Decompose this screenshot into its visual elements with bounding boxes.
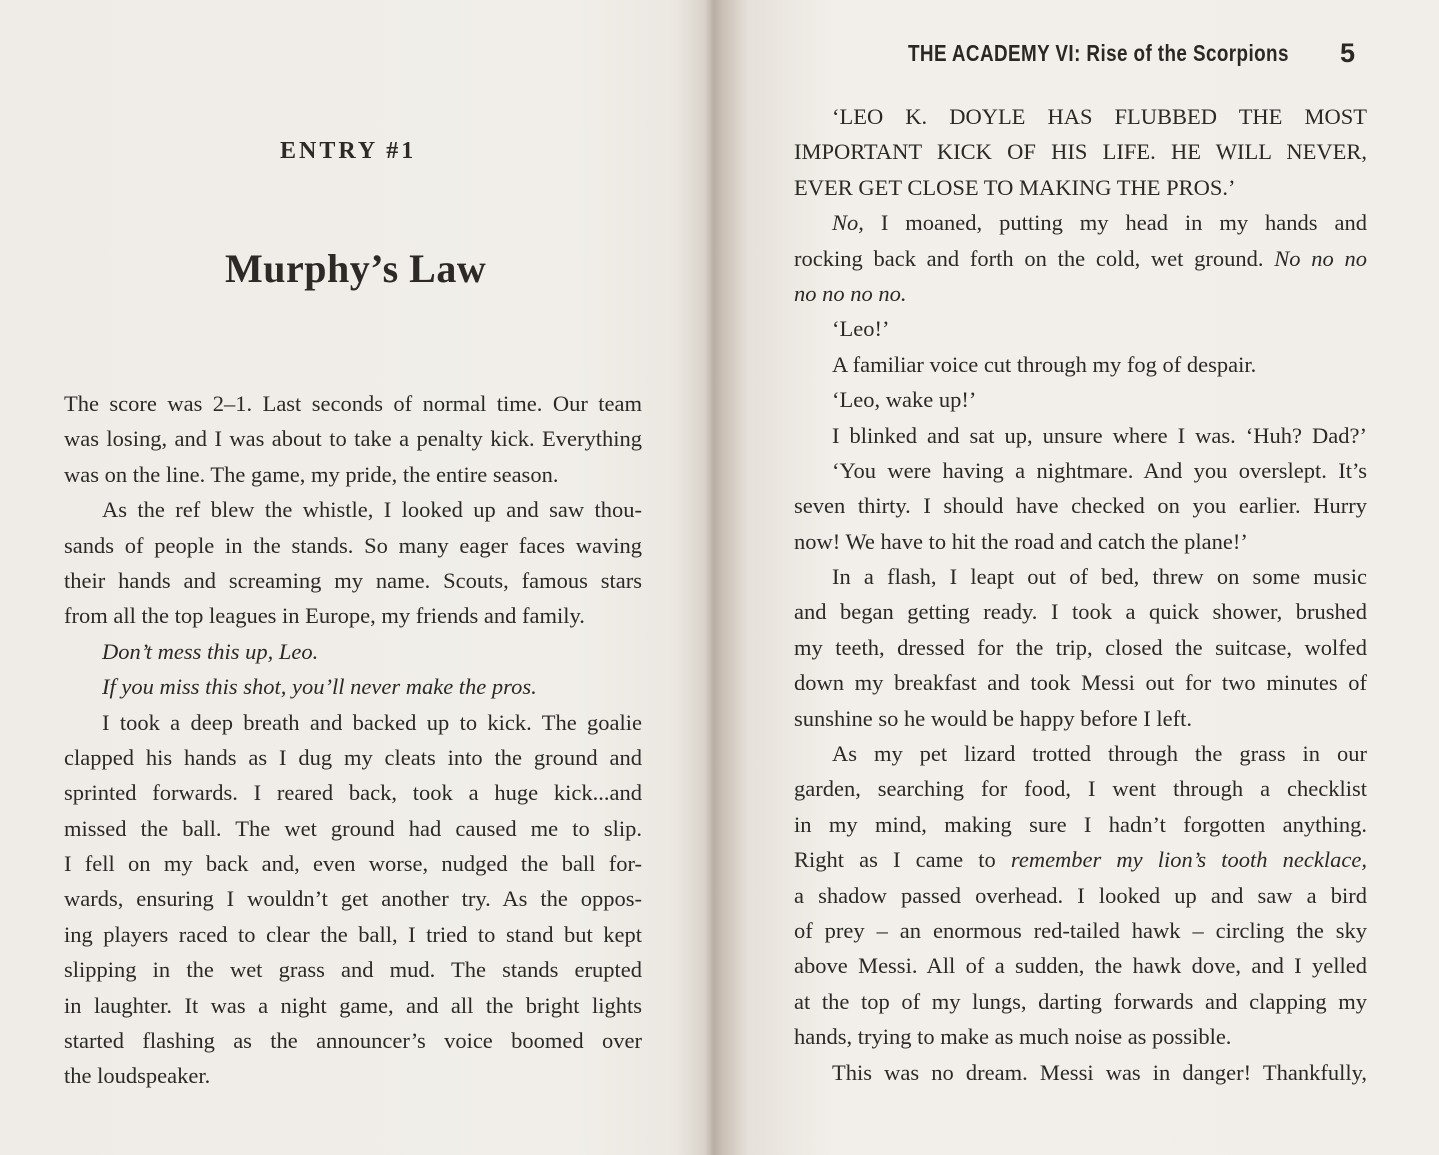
text-line: started flashing as the announcer’s voice boomed over xyxy=(64,1028,642,1054)
page-number: 5 xyxy=(1340,38,1356,68)
text-line: slipping in the wet grass and mud. The stands erupted xyxy=(64,957,642,983)
text-line: above Messi. All of a sudden, the hawk dove, and I yelled xyxy=(794,953,1367,979)
text-line: This was no dream. Messi was in danger! Thankfully, xyxy=(832,1059,1367,1085)
right-page-body xyxy=(794,99,1367,1090)
text-line: IMPORTANT KICK OF HIS LIFE. HE WILL NEVER, xyxy=(794,139,1367,165)
text-line: ing players raced to clear the ball, I tried to stand but kept xyxy=(64,921,642,947)
text-line: I fell on my back and, even worse, nudged the ball for- xyxy=(64,851,642,877)
text-line: no no no no. xyxy=(794,280,907,306)
text-line: rocking back and forth on the cold, wet ground. No no no xyxy=(794,245,1367,271)
text-line: their hands and screaming my name. Scouts, famous stars xyxy=(64,567,642,593)
text-line: of prey – an enormous red-tailed hawk – circling the sky xyxy=(794,917,1367,943)
text-line: now! We have to hit the road and catch the plane!’ xyxy=(794,528,1248,554)
text-line: sprinted forwards. I reared back, took a huge kick...and xyxy=(64,780,642,806)
text-line: in laughter. It was a night game, and all the bright lights xyxy=(64,992,642,1018)
text-line: ‘Leo, wake up!’ xyxy=(832,387,977,413)
text-line: wards, ensuring I wouldn’t get another try. As the oppos- xyxy=(64,886,642,912)
text-line: A familiar voice cut through my fog of despair. xyxy=(832,351,1257,377)
text-line: clapped his hands as I dug my cleats into the ground and xyxy=(64,744,642,770)
text-line: sands of people in the stands. So many eager faces waving xyxy=(64,532,642,558)
text-line: my teeth, dressed for the trip, closed the suitcase, wolfed xyxy=(794,634,1367,660)
text-line: As my pet lizard trotted through the grass in our xyxy=(832,741,1367,767)
text-line: I took a deep breath and backed up to kick. The goalie xyxy=(102,709,642,735)
chapter-title: Murphy’s Law xyxy=(225,246,487,291)
running-header: THE ACADEMY VI: Rise of the Scorpions xyxy=(908,40,1289,66)
text-line: hands, trying to make as much noise as possible. xyxy=(794,1024,1232,1050)
text-line: sunshine so he would be happy before I left. xyxy=(794,705,1193,731)
entry-label: ENTRY #1 xyxy=(280,138,417,164)
text-line: If you miss this shot, you’ll never make the pros. xyxy=(102,674,537,700)
text-line: EVER GET CLOSE TO MAKING THE PROS.’ xyxy=(794,174,1236,200)
text-line: seven thirty. I should have checked on you earlier. Hurry xyxy=(794,493,1367,519)
text-line: ‘LEO K. DOYLE HAS FLUBBED THE MOST xyxy=(832,104,1367,129)
text-line: Right as I came to remember my lion’s tooth necklace, xyxy=(794,847,1367,873)
text-line: down my breakfast and took Messi out for two minutes of xyxy=(794,670,1367,696)
text-line: I blinked and sat up, unsure where I was. ‘Huh? Dad?’ xyxy=(832,422,1367,448)
text-line: the loudspeaker. xyxy=(64,1063,211,1089)
text-line: garden, searching for food, I went through a checklist xyxy=(794,776,1367,802)
left-page xyxy=(0,0,716,1155)
text-line: in my mind, making sure I hadn’t forgotten anything. xyxy=(794,811,1367,837)
text-line: from all the top leagues in Europe, my friends and family. xyxy=(64,603,585,629)
text-line: In a flash, I leapt out of bed, threw on some music xyxy=(832,564,1367,590)
text-line: at the top of my lungs, darting forwards and clapping my xyxy=(794,988,1367,1014)
text-line: was on the line. The game, my pride, the entire season. xyxy=(64,461,559,487)
text-line: ‘Leo!’ xyxy=(832,316,890,342)
text-line: No, I moaned, putting my head in my hands and xyxy=(832,210,1367,236)
text-line: The score was 2–1. Last seconds of normal time. Our team xyxy=(64,391,642,416)
right-page xyxy=(724,0,1439,1155)
text-line: missed the ball. The wet ground had caused me to slip. xyxy=(64,815,642,841)
text-line: and began getting ready. I took a quick shower, brushed xyxy=(794,599,1367,625)
text-line: As the ref blew the whistle, I looked up and saw thou- xyxy=(102,497,642,523)
text-line: was losing, and I was about to take a penalty kick. Everything xyxy=(64,426,642,452)
text-line: a shadow passed overhead. I looked up and saw a bird xyxy=(794,882,1367,908)
left-page-body xyxy=(64,386,642,1094)
text-line: ‘You were having a nightmare. And you overslept. It’s xyxy=(832,457,1367,483)
text-line: Don’t mess this up, Leo. xyxy=(102,638,319,664)
